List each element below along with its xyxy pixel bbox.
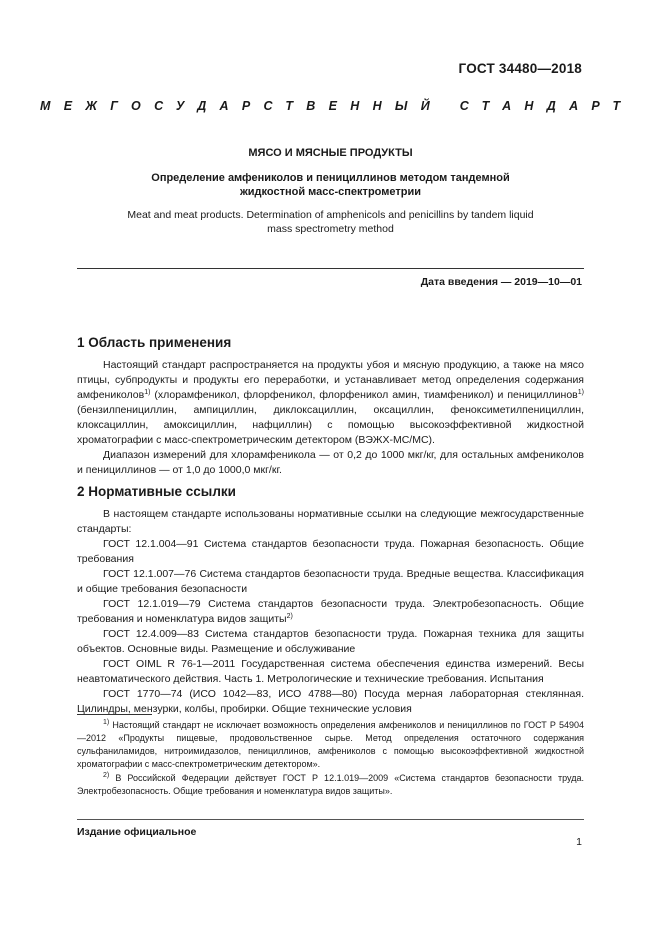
footnote-ref-1b: 1) <box>577 389 584 396</box>
footnotes <box>77 719 584 799</box>
footer-divider <box>77 819 584 820</box>
normative-reference: ГОСТ 12.1.004—91 Система стандартов безопасности труда. Пожарная безопасность. Общие требования <box>77 538 584 565</box>
footnote-ref-1: 1) <box>144 389 151 396</box>
section-2-heading: 2 Нормативные ссылки <box>77 484 236 499</box>
edition-label: Издание официальное <box>77 826 197 838</box>
section-1-paragraph-1: Настоящий стандарт распространяется на продукты убоя и мясную продукцию, а также на мясо птицы, субпродукты и продукты его переработки, и устанавливает метод определения содержания амфениколов$^{1)}$ (хлорамфеникол, флорфеникол, флорфеникол амин, тиамфеникол) и пенициллинов$^{1)}$ (бензилпенициллин, ампициллин, диклоксациллин, оксациллин, феноксиметилпенициллин, клоксациллин, амоксициллин, нафциллин) с помощью высокоэффективной жидкостной хроматографии с масс-спектрометрическим детектором (ВЭЖХ-МС/МС). <box>77 359 584 446</box>
section-1-body <box>77 358 584 478</box>
introduction-date: Дата введения — 2019—10—01 <box>420 276 582 288</box>
normative-reference: ГОСТ OIML R 76-1—2011 Государственная система обеспечения единства измерений. Весы неавтоматического действия. Часть 1. Метрологические и технические требования. Испытания <box>77 658 584 685</box>
title-divider <box>77 268 584 269</box>
section-2-body <box>77 507 584 717</box>
footnote-1: $^{1)}$ Настоящий стандарт не исключает возможность определения амфениколов и пенициллинов по ГОСТ Р 54904—2012 «Продукты пищевые, продовольственное сырье. Метод определения остаточного содержания сульфаниламидов, нитроимидазолов, пенициллинов, амфениколов с помощью высокоэффективной жидкостной хроматографии с масс-спектрометрическим детектором». <box>77 719 584 769</box>
footnote-divider <box>77 714 152 715</box>
section-2-intro: В настоящем стандарте использованы нормативные ссылки на следующие межгосударственные стандарты: <box>77 508 584 535</box>
title-russian: МЯСО И МЯСНЫЕ ПРОДУКТЫ <box>248 147 413 159</box>
section-1-paragraph-2: Диапазон измерений для хлорамфеникола — от 0,2 до 1000 мкг/кг, для остальных амфениколов и пенициллинов — от 1,0 до 1000,0 мкг/кг. <box>77 449 584 476</box>
normative-reference: ГОСТ 12.1.007—76 Система стандартов безопасности труда. Вредные вещества. Классификация и общие требования безопасности <box>77 568 584 595</box>
normative-reference: ГОСТ 1770—74 (ИСО 1042—83, ИСО 4788—80) Посуда мерная лабораторная стеклянная. Цилиндры, мензурки, колбы, пробирки. Общие технические условия <box>77 688 584 715</box>
title-english: Meat and meat products. Determination of amphenicols and penicillins by tandem liquid mass spectrometry method <box>127 209 534 235</box>
normative-reference: ГОСТ 12.1.019—79 Система стандартов безопасности труда. Электробезопасность. Общие требования и номенклатура видов защиты$^{2)}$ <box>77 598 584 625</box>
page-number: 1 <box>576 836 582 848</box>
footnote-ref-2: 2) <box>286 613 293 620</box>
subtitle-russian: Определение амфениколов и пенициллинов методом тандемной жидкостной масс-спектрометрии <box>151 172 510 198</box>
standard-code: ГОСТ 34480—2018 <box>458 61 582 76</box>
section-1-heading: 1 Область применения <box>77 335 232 350</box>
footnote-2: $^{2)}$ В Российской Федерации действует ГОСТ Р 12.1.019—2009 «Система стандартов безопасности труда. Электробезопасность. Общие требования и номенклатура видов защиты». <box>77 772 584 796</box>
normative-reference: ГОСТ 12.4.009—83 Система стандартов безопасности труда. Пожарная техника для защиты объектов. Основные виды. Размещение и обслуживание <box>77 628 584 655</box>
standard-type-banner: МЕЖГОСУДАРСТВЕННЫЙ СТАНДАРТ <box>40 99 634 113</box>
